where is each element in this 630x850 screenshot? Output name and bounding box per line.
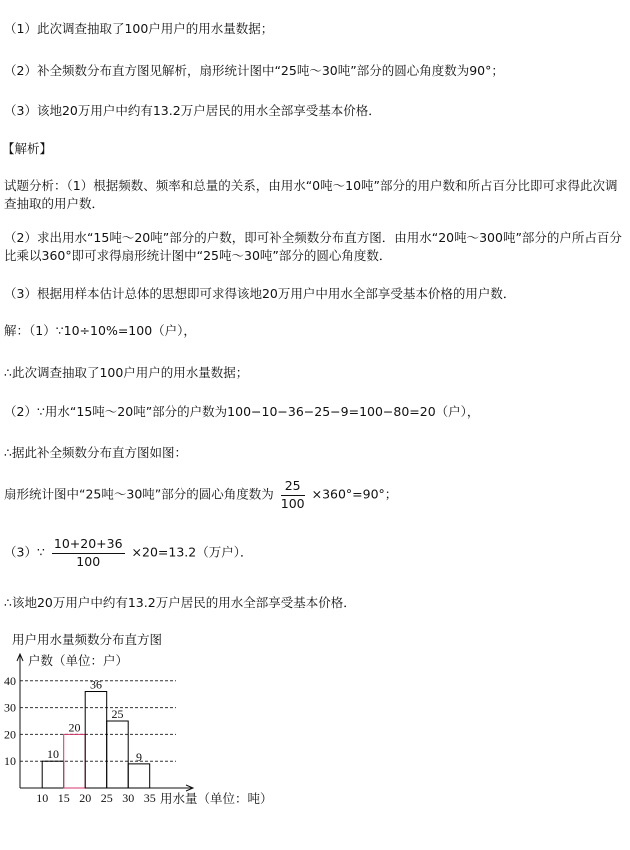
bar-value-label: 9 (135, 749, 142, 764)
solution-line-4: ∴据此补全频数分布直方图如图： (4, 445, 187, 460)
analysis-paragraph-3: （3）根据用样本估计总体的思想即可求得该地20万用户中用水全部享受基本价格的用户数． (4, 286, 516, 301)
answer-2: （2）补全频数分布直方图见解析，扇形统计图中“25吨～30吨”部分的圆心角度数为90°； (4, 63, 504, 78)
solution-5-prefix: 扇形统计图中“25吨～30吨”部分的圆心角度数为 (4, 486, 274, 502)
histogram-chart (0, 630, 630, 850)
x-axis-label: 用水量（单位：吨） (160, 791, 273, 806)
bar (107, 721, 129, 788)
y-axis-label: 户数（单位：户） (28, 653, 129, 668)
answer-1: （1）此次调查抽取了100户用户的用水量数据； (4, 21, 274, 36)
x-tick-label: 10 (36, 791, 49, 805)
y-tick-label: 10 (4, 754, 16, 769)
analysis-paragraph-1: 试题分析：（1）根据频数、频率和总量的关系，由用水“0吨～10吨”部分的用户数和所占百分比即可求得此次调查抽取的用户数． (4, 178, 618, 211)
bar-value-label: 25 (111, 707, 124, 721)
chart-title: 用户用水量频数分布直方图 (12, 632, 163, 647)
y-tick-label: 20 (4, 727, 16, 742)
solution-6-suffix: ×20=13.2（万户）． (131, 544, 253, 560)
fraction-numerator: 25 (281, 480, 305, 496)
answer-3: （3）该地20万用户中约有13.2万户居民的用水全部享受基本价格． (4, 103, 381, 118)
solution-line-3: （2）∵用水“15吨～20吨”部分的户数为100−10−36−25−9=100−80=20（户）， (4, 404, 480, 419)
fraction-numerator: 10+20+36 (52, 538, 125, 554)
bar-value-label: 20 (68, 720, 81, 735)
analysis-paragraph-2: （2）求出用水“15吨～20吨”部分的户数，即可补全频数分布直方图．由用水“20吨～300吨”部分的户所占百分比乘以360°即可求得扇形统计图中“25吨～30吨”部分的圆心角度数． (4, 230, 622, 263)
solution-6-prefix: （3）∵ (4, 544, 45, 560)
y-tick-label: 40 (4, 673, 16, 688)
fraction-denominator: 100 (280, 495, 305, 511)
x-tick-label: 20 (79, 791, 92, 805)
x-tick-label: 35 (143, 791, 156, 805)
solution-line-2: ∴此次调查抽取了100户用户的用水量数据； (4, 365, 249, 380)
bar (85, 692, 107, 788)
solution-5-suffix: ×360°=90°； (311, 486, 398, 502)
solution-line-6 (4, 538, 252, 568)
fraction-25-over-100 (281, 480, 305, 510)
bar-value-label: 36 (89, 677, 102, 692)
bar (128, 764, 150, 788)
fraction-denominator: 100 (76, 553, 101, 569)
bar (42, 761, 64, 788)
x-tick-label: 30 (122, 791, 135, 805)
analysis-heading: 【解析】 (2, 141, 53, 156)
solution-line-1: 解：（1）∵10÷10%=100（户）， (4, 323, 196, 338)
solution-line-5 (4, 480, 397, 510)
bar-value-label: 10 (46, 747, 59, 762)
y-tick-label: 30 (4, 700, 16, 715)
x-tick-label: 15 (57, 791, 70, 805)
solution-line-7: ∴该地20万用户中约有13.2万户居民的用水全部享受基本价格． (4, 595, 356, 610)
x-tick-label: 25 (100, 791, 113, 805)
fraction-sum-over-100 (52, 538, 125, 568)
